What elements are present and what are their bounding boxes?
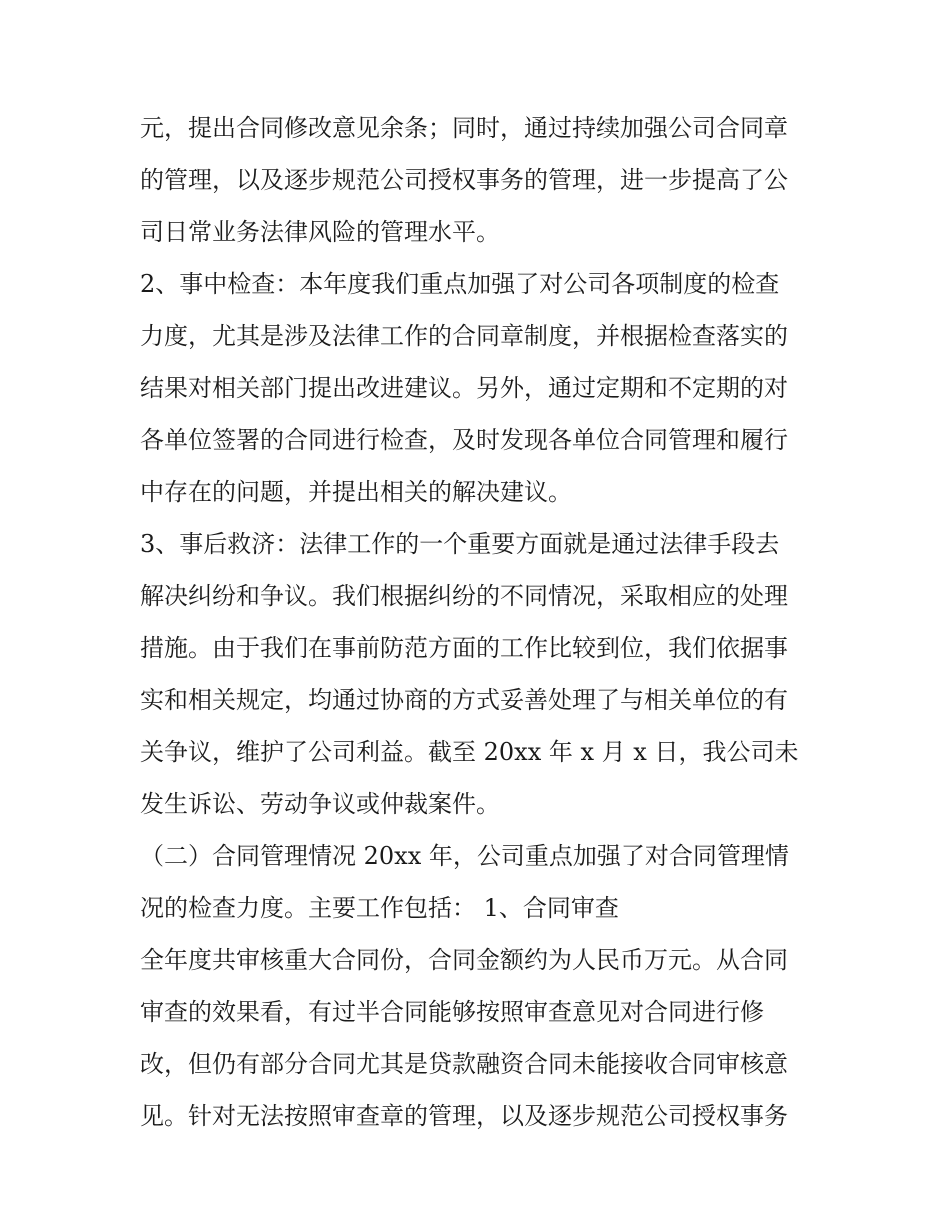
- text-line: 实和相关规定，均通过协商的方式妥善处理了与相关单位的有: [140, 686, 788, 714]
- text-line: 结果对相关部门提出改进建议。另外，通过定期和不定期的对: [140, 374, 788, 402]
- text-line: 措施。由于我们在事前防范方面的工作比较到位，我们依据事: [140, 634, 788, 662]
- text-line: 审查的效果看，有过半合同能够按照审查意见对合同进行修: [140, 998, 764, 1026]
- text-line: 元，提出合同修改意见余条；同时，通过持续加强公司合同章: [140, 114, 788, 142]
- text-line: 关争议，维护了公司利益。截至 20xx 年 x 月 x 日，我公司未: [140, 738, 799, 766]
- text-line: 司日常业务法律风险的管理水平。: [140, 218, 500, 246]
- text-line: 解决纠纷和争议。我们根据纠纷的不同情况，采取相应的处理: [140, 582, 788, 610]
- text-line: 各单位签署的合同进行检查，及时发现各单位合同管理和履行: [140, 426, 788, 454]
- text-line: 中存在的问题，并提出相关的解决建议。: [140, 478, 572, 506]
- text-line: 况的检查力度。主要工作包括： 1、合同审查: [140, 894, 619, 922]
- text-line: 见。针对无法按照审查章的管理，以及逐步规范公司授权事务: [140, 1102, 788, 1130]
- text-line: 的管理，以及逐步规范公司授权事务的管理，进一步提高了公: [140, 166, 788, 194]
- text-line: 3、事后救济：法律工作的一个重要方面就是通过法律手段去: [140, 530, 780, 558]
- text-line: 全年度共审核重大合同份，合同金额约为人民币万元。从合同: [140, 946, 788, 974]
- text-line: （二）合同管理情况 20xx 年，公司重点加强了对合同管理情: [140, 842, 789, 870]
- text-line: 2、事中检查：本年度我们重点加强了对公司各项制度的检查: [140, 270, 780, 298]
- text-line: 发生诉讼、劳动争议或仲裁案件。: [140, 790, 500, 818]
- text-line: 改，但仍有部分合同尤其是贷款融资合同未能接收合同审核意: [140, 1050, 788, 1078]
- text-line: 力度，尤其是涉及法律工作的合同章制度，并根据检查落实的: [140, 322, 788, 350]
